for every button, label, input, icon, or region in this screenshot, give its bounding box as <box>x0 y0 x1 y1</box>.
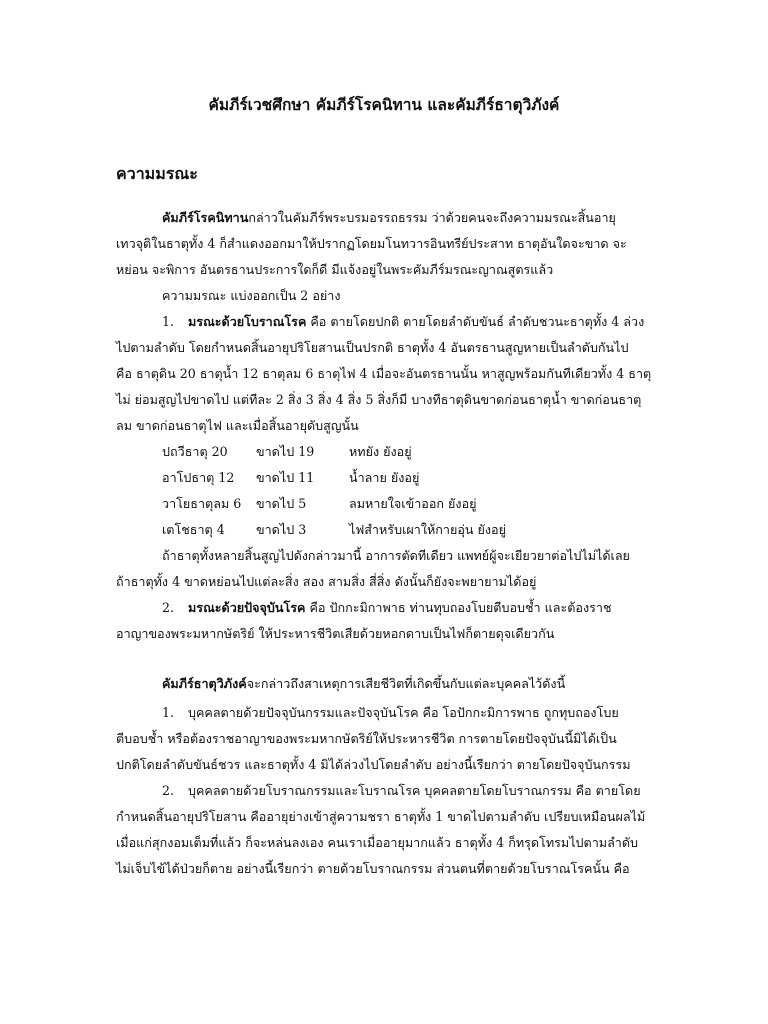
paragraph-line: ตีบอบช้ำ หรือต้องราชอาญาของพระมหากษัตริย์ให้ประหารชีวิต การตายโดยปัจจุบันนี้มิได้เป็น <box>116 731 617 746</box>
text-run: คือ ปักกะมิกาพาธ ท่านทุบถองโบยตีบอบช้ำ และต้องราช <box>305 600 612 615</box>
list-item-line <box>162 782 641 800</box>
paragraph-line: เมื่อแก่สุกงอมเต็มที่แล้ว ก็จะหล่นลงเอง คนเราเมื่ออายุมากแล้ว ธาตุทั้ง 4 ก็ทรุดโทรมไปตามลำดับ <box>116 835 639 850</box>
section-heading: ความมรณะ <box>116 164 198 183</box>
paragraph-line: ถ้าธาตุทั้งหลายสิ้นสูญไปดังกล่าวมานี้ อาการตัดทีเดียว แพทย์ผู้จะเยียวยาต่อไปไม่ได้เลย <box>162 548 630 563</box>
paragraph-line: อาญาของพระมหากษัตริย์ ให้ประหารชีวิตเสียด้วยหอกดาบเป็นไฟก็ตายดุจเดียวกัน <box>116 626 555 641</box>
table-cell: ปถวีธาตุ 20 <box>162 444 228 459</box>
paragraph-line: ถ้าธาตุทั้ง 4 ขาดหย่อนไปแต่ละสิ่ง สอง สามสิ่ง สี่สิ่ง ดังนั้นก็ยังจะพยายามได้อยู่ <box>116 574 537 589</box>
list-item-line <box>162 599 612 617</box>
document-title: คัมภีร์เวชศึกษา คัมภีร์โรคนิทาน และคัมภีร์ธาตุวิภังค์ <box>208 95 560 114</box>
table-cell: อาโปธาตุ 12 <box>162 470 235 485</box>
text-run: บุคคลตายด้วยปัจจุบันกรรมและปัจจุบันโรค คือ โอปักกะมิการพาธ ถูกทุบถองโบย <box>188 705 619 720</box>
table-cell: ลมหายใจเข้าออก ยังอยู่ <box>349 496 477 511</box>
table-cell: น้ำลาย ยังอยู่ <box>349 470 420 485</box>
table-cell: ขาดไป 5 <box>256 496 307 511</box>
text-run: จะกล่าวถึงสาเหตุการเสียชีวิตที่เกิดขึ้นกับแต่ละบุคคลไว้ดังนี้ <box>246 676 566 691</box>
bold-term: คัมภีร์ธาตุวิภังค์ <box>162 676 247 691</box>
text-run: คือ ตายโดยปกติ ตายโดยลำดับขันธ์ ลำดับชวนะธาตุทั้ง 4 ล่วง <box>306 314 645 329</box>
paragraph-line: หย่อน จะพิการ อันตรธานประการใดก็ดี มีแจ้งอยู่ในพระคัมภีร์มรณะญาณสูตรแล้ว <box>116 262 554 277</box>
paragraph-line <box>162 675 565 693</box>
list-item-line <box>162 313 644 331</box>
table-cell: หทยัง ยังอยู่ <box>349 444 412 459</box>
table-cell: ขาดไป 11 <box>256 470 315 485</box>
bold-term: มรณะด้วยปัจจุบันโรค <box>188 600 306 615</box>
paragraph-line: ไม่ ย่อมสูญไปขาดไป แต่ทีละ 2 สิ่ง 3 สิ่ง 4 สิ่ง 5 สิ่งก็มี บางทีธาตุดินขาดก่อนธาตุน้ำ ขาดก่อนธาตุ <box>116 392 642 407</box>
paragraph-line: ความมรณะ แบ่งออกเป็น 2 อย่าง <box>162 288 341 303</box>
table-cell: ขาดไป 19 <box>256 444 315 459</box>
table-cell: เตโชธาตุ 4 <box>162 522 225 537</box>
list-number: 1. <box>162 314 175 329</box>
text-run: กล่าวในคัมภีร์พระบรมอรรถธรรม ว่าด้วยคนจะถึงความมรณะสิ้นอายุ <box>248 210 616 225</box>
paragraph-line: ไปตามลำดับ โดยกำหนดสิ้นอายุปริโยสานเป็นปรกติ ธาตุทั้ง 4 อันตรธานสูญหายเป็นลำดับกันไป <box>116 340 629 355</box>
paragraph-line: ลม ขาดก่อนธาตุไฟ และเมื่อสิ้นอายุดับสูญนั้น <box>116 418 359 433</box>
table-cell: ไฟสำหรับเผาให้กายอุ่น ยังอยู่ <box>349 522 506 537</box>
bold-term: มรณะด้วยโบราณโรค <box>188 314 307 329</box>
paragraph-line: คือ ธาตุดิน 20 ธาตุน้ำ 12 ธาตุลม 6 ธาตุไฟ 4 เมื่อจะอันตรธานนั้น หาสูญพร้อมกันทีเดียวทั้ง 4 ธาตุ <box>116 366 652 381</box>
list-number: 2. <box>162 600 175 615</box>
paragraph-line: เทวจุติในธาตุทั้ง 4 ก็สำแดงออกมาให้ปรากฏโดยมโนทวารอินทรีย์ประสาท ธาตุอันใดจะขาด จะ <box>116 236 627 251</box>
paragraph-line: กำหนดสิ้นอายุปริโยสาน คืออายุย่างเข้าสู่ความชรา ธาตุทั้ง 1 ขาดไปตามลำดับ เปรียบเหมือนผลไม้ <box>116 809 646 824</box>
list-number: 2. <box>162 783 175 798</box>
bold-term: คัมภีร์โรคนิทาน <box>162 210 249 225</box>
text-run: บุคคลตายด้วยโบราณกรรมและโบราณโรค บุคคลตายโดยโบราณกรรม คือ ตายโดย <box>188 783 641 798</box>
paragraph-line: ไม่เจ็บไข้ได้ป่วยก็ตาย อย่างนี้เรียกว่า ตายด้วยโบราณกรรม ส่วนตนที่ตายด้วยโบราณโรคนั้น คือ <box>116 861 630 876</box>
paragraph-line: ปกติโดยลำดับขันธ์ชวร และธาตุทั้ง 4 มิได้ล่วงไปโดยลำดับ อย่างนี้เรียกว่า ตายโดยปัจจุบันกรรม <box>116 757 631 772</box>
list-item-line <box>162 704 619 722</box>
table-cell: วาโยธาตุลม 6 <box>162 496 242 511</box>
paragraph-line <box>162 209 616 227</box>
table-cell: ขาดไป 3 <box>256 522 307 537</box>
list-number: 1. <box>162 705 175 720</box>
